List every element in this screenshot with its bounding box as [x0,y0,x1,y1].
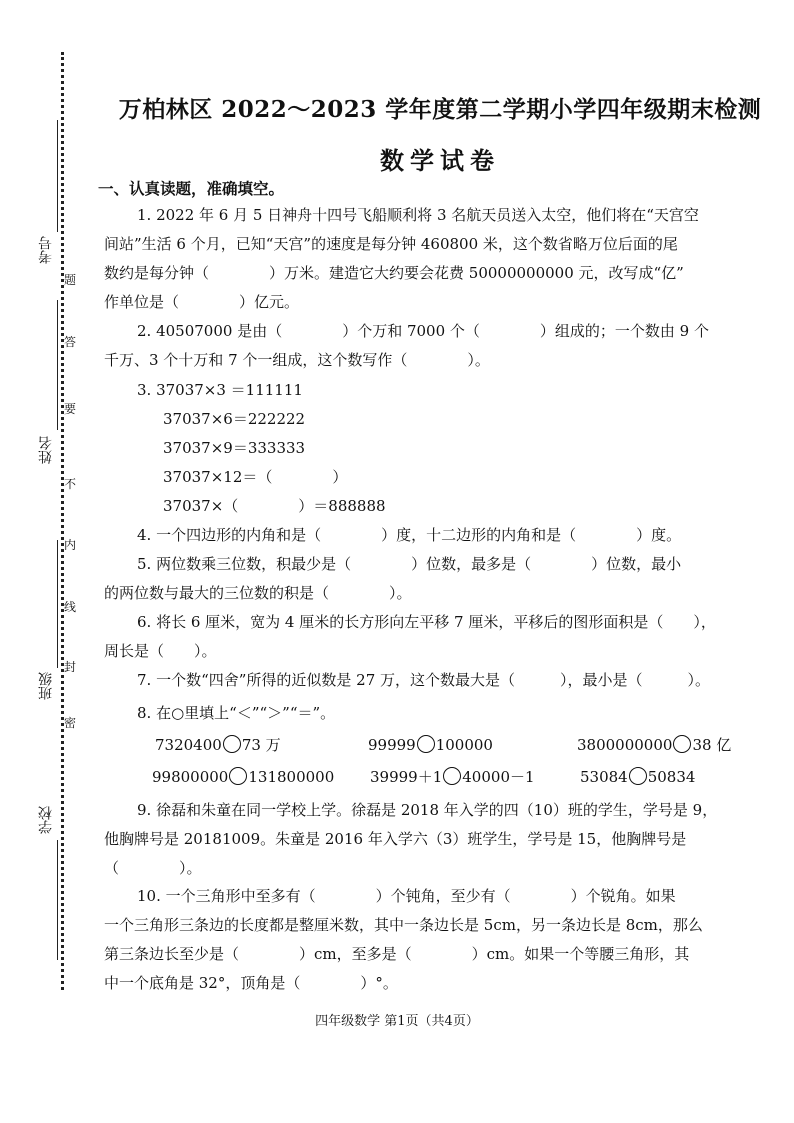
answer-circle[interactable] [673,735,691,753]
question-line: 4. 一个四边形的内角和是（ ）度，十二边形的内角和是（ ）度。 [137,526,682,544]
answer-circle[interactable] [629,767,647,785]
page-footer: 四年级数学 第1页（共4页） [315,1014,479,1029]
school-field [36,806,56,834]
warning-char: 线 [64,600,77,614]
compare-left: 39999＋1 [370,768,443,786]
question-line: 1. 2022 年 6 月 5 日神舟十四号飞船顺利将 3 名航天员送入太空，他们将在“天宫空 [137,206,699,224]
name-field [36,436,56,464]
warning-char: 不 [64,477,77,491]
question-line: 中一个底角是 32°，顶角是（ ）°。 [104,974,398,992]
compare-right: 50834 [647,768,696,786]
compare-item [580,767,695,787]
question-line: 9. 徐磊和朱童在同一学校上学。徐磊是 2018 年入学的四（10）班的学生，学号是 9， [137,801,718,819]
compare-item [577,735,731,755]
question-line: 第三条边长至少是（ ）cm，至多是（ ）cm。如果一个等腰三角形，其 [104,945,690,963]
question-line: 数约是每分钟（ ）万米。建造它大约要会花费 50000000000 元，改写成“亿” [104,264,684,282]
section-heading: 一、认真读题，准确填空。 [98,179,285,198]
question-line: 作单位是（ ）亿元。 [104,293,300,311]
compare-left: 53084 [580,768,628,786]
compare-left: 3800000000 [577,736,673,754]
compare-item [370,767,535,787]
warning-char: 要 [64,402,77,416]
compare-item [152,767,334,787]
question-line: 5. 两位数乘三位数，积最少是（ ）位数，最多是（ ）位数，最小 [137,555,682,573]
warning-char: 内 [64,538,77,552]
exam-subtitle: 数学试卷 [380,146,500,175]
question-line: 周长是（ ）。 [104,642,217,660]
exam-number-underline [57,120,58,232]
question-line: 7. 一个数“四舍”所得的近似数是 27 万，这个数最大是（ ），最小是（ ）。 [137,671,711,689]
class-underline [57,540,58,668]
question-line: 6. 将长 6 厘米，宽为 4 厘米的长方形向左平移 7 厘米，平移后的图形面积是（ ）， [137,613,716,631]
question-line: 间站”生活 6 个月，已知“天宫”的速度是每分钟 460800 米，这个数省略万位后面的尾 [104,235,678,253]
answer-circle[interactable] [443,767,461,785]
question-line: 37037×6＝222222 [163,410,306,428]
name-label: 姓名 [38,436,54,464]
exam-number-field [36,236,56,264]
binding-dotted-line [61,52,64,990]
question-line: 10. 一个三角形中至多有（ ）个钝角，至少有（ ）个锐角。如果 [137,887,676,905]
question-line: 一个三角形三条边的长度都是整厘米数，其中一条边长是 5cm，另一条边长是 8cm，那么 [104,916,703,934]
class-field [36,672,56,700]
compare-left: 99999 [368,736,416,754]
question-line: 37037×9＝333333 [163,439,306,457]
exam-title: 万柏林区 2022～2023 学年度第二学期小学四年级期末检测 [118,96,762,123]
warning-char: 答 [64,335,77,349]
question-line: 3. 37037×3 ＝111111 [137,381,303,399]
answer-circle[interactable] [229,767,247,785]
school-underline [57,840,58,960]
answer-circle[interactable] [223,735,241,753]
compare-item [155,735,281,755]
compare-right: 100000 [435,736,493,754]
question-line: 2. 40507000 是由（ ）个万和 7000 个（ ）组成的；一个数由 9 个 [137,322,709,340]
question-line: （ ）。 [104,859,202,877]
warning-char: 题 [64,273,77,287]
question-line: 37037×（ ）＝888888 [163,497,386,515]
compare-right: 131800000 [248,768,335,786]
compare-left: 99800000 [152,768,229,786]
school-label: 学校 [38,806,54,834]
question-line: 8. 在○里填上“＜”“＞”“＝”。 [137,704,336,722]
warning-char: 密 [64,716,77,730]
compare-item [368,735,493,755]
compare-right: 38 亿 [692,736,732,754]
question-line: 的两位数与最大的三位数的积是（ ）。 [104,584,412,602]
compare-right: 40000－1 [462,768,535,786]
answer-circle[interactable] [417,735,435,753]
question-line: 他胸牌号是 20181009。朱童是 2016 年入学六（3）班学生，学号是 15，他胸牌号是 [104,830,687,848]
warning-char: 封 [64,660,77,674]
exam-number-label: 考号 [38,236,54,264]
compare-left: 7320400 [155,736,222,754]
question-line: 37037×12＝（ ） [163,468,348,486]
class-label: 班级 [38,672,54,700]
compare-right: 73 万 [241,736,281,754]
question-line: 千万、3 个十万和 7 个一组成，这个数写作（ ）。 [104,351,490,369]
name-underline [57,300,58,430]
